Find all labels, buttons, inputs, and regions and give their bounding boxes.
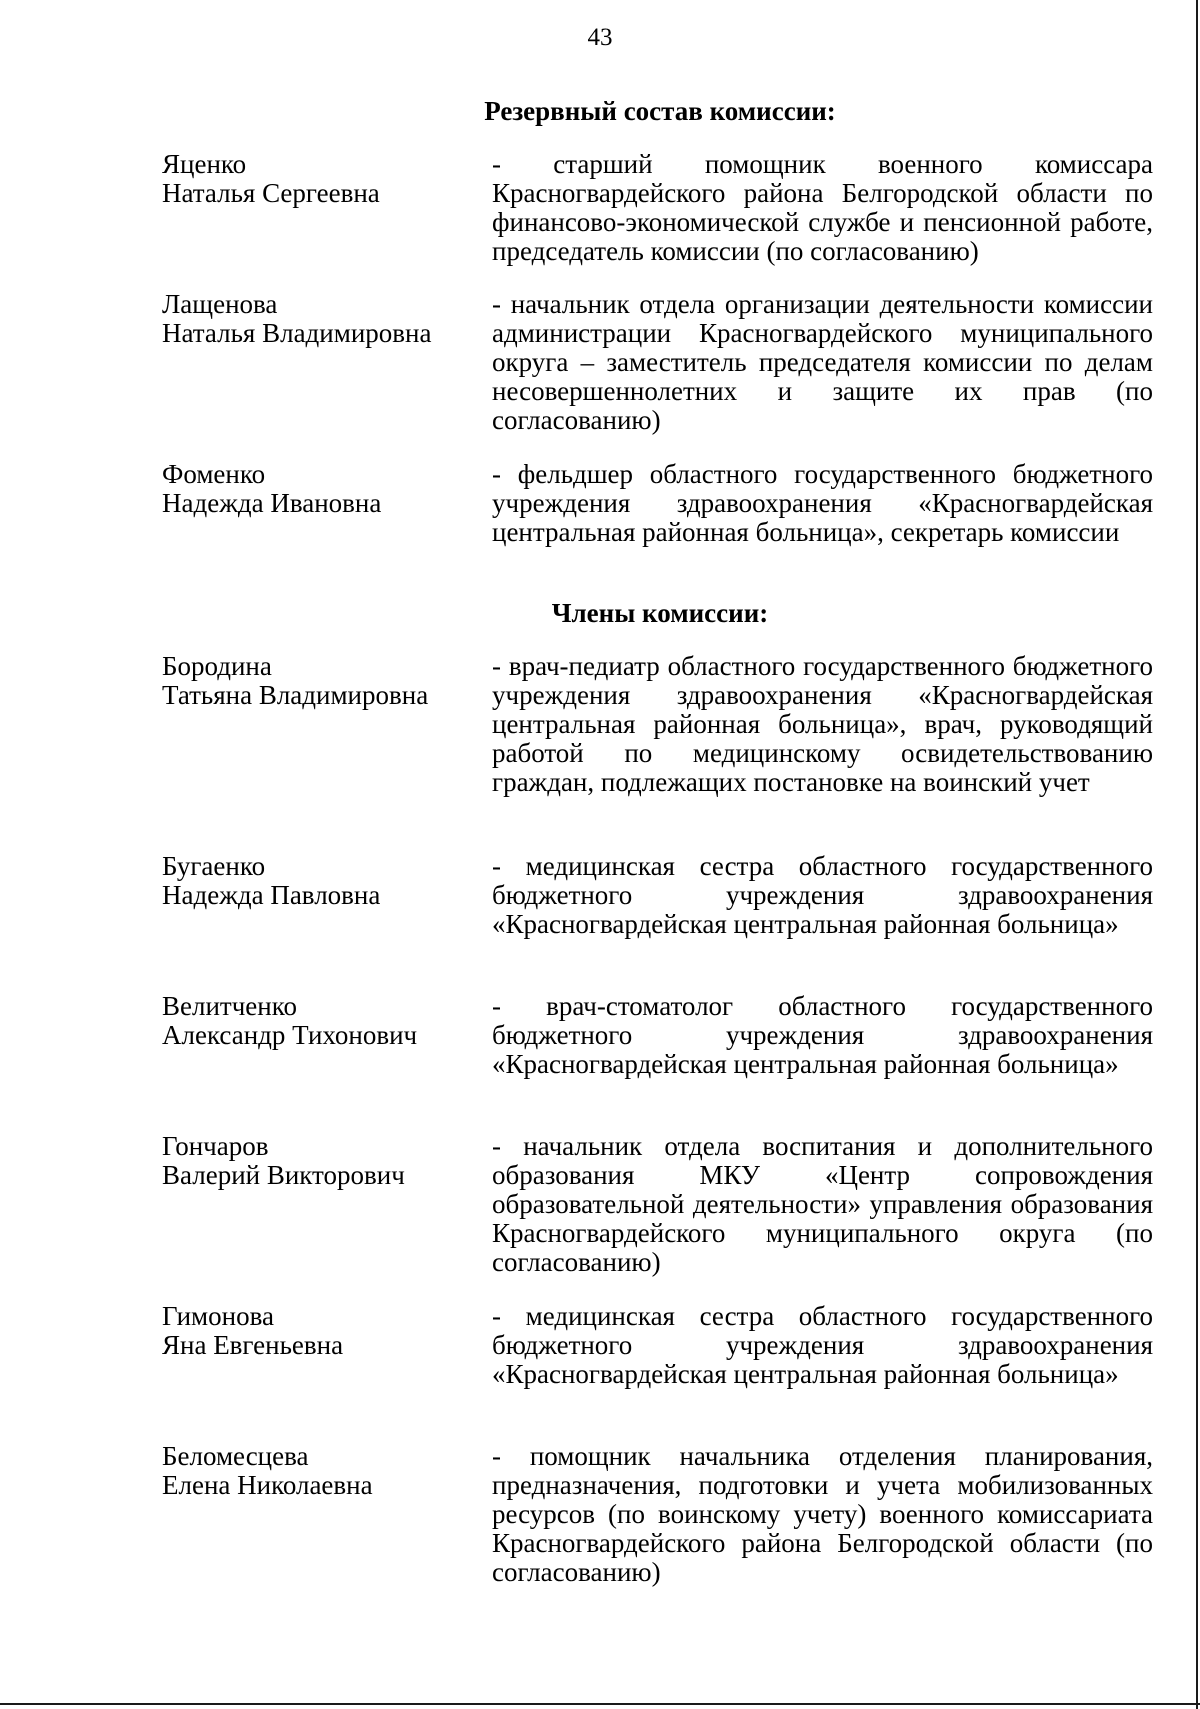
surname: Бугаенко <box>162 851 266 881</box>
surname: Лащенова <box>162 289 278 319</box>
page-number: 43 <box>587 24 613 51</box>
surname: Фоменко <box>162 459 266 489</box>
person-role: - старший помощник военного комиссара Красногвардейского района Белгородской области по финансово-экономической службе и пенсионной работе, председатель комиссии (по согласованию) <box>492 149 1153 266</box>
person-role: - врач-педиатр областного государственного бюджетного учреждения здравоохранения «Красногвардейская центральная районная больница», врач, руководящий работой по медицинскому освидетельствованию граждан, подлежащих постановке на воинский учет <box>492 651 1153 797</box>
section-heading-members: Члены комиссии: <box>551 598 769 628</box>
person-name <box>162 652 462 710</box>
surname: Яценко <box>162 149 247 179</box>
given-names: Надежда Павловна <box>162 880 381 910</box>
given-names: Яна Евгеньевна <box>162 1330 344 1360</box>
person-name <box>162 852 462 910</box>
person-name <box>162 150 462 208</box>
person-role: - фельдшер областного государственного бюджетного учреждения здравоохранения «Красногвардейская центральная районная больница», секретарь комиссии <box>492 459 1153 547</box>
person-role: - врач-стоматолог областного государственного бюджетного учреждения здравоохранения «Красногвардейская центральная районная больница» <box>492 991 1153 1079</box>
surname: Гончаров <box>162 1131 269 1161</box>
person-name <box>162 460 462 518</box>
person-role: - начальник отдела организации деятельности комиссии администрации Красногвардейского муниципального округа – заместитель председателя комиссии по делам несовершеннолетних и защите их прав (по согласованию) <box>492 289 1153 435</box>
person-name <box>162 290 462 348</box>
section-heading-reserve: Резервный состав комиссии: <box>484 96 836 126</box>
surname: Гимонова <box>162 1301 274 1331</box>
person-role: - начальник отдела воспитания и дополнительного образования МКУ «Центр сопровождения образовательной деятельности» управления образования Красногвардейского муниципального округа (по согласованию) <box>492 1131 1153 1277</box>
person-role: - медицинская сестра областного государственного бюджетного учреждения здравоохранения «Красногвардейская центральная районная больница» <box>492 1301 1153 1389</box>
person-name <box>162 1442 462 1500</box>
surname: Беломесцева <box>162 1441 309 1471</box>
person-role: - помощник начальника отделения планирования, предназначения, подготовки и учета мобилизованных ресурсов (по воинскому учету) военного комиссариата Красногвардейского района Белгородской области (по согласованию) <box>492 1441 1153 1587</box>
given-names: Татьяна Владимировна <box>162 680 429 710</box>
scan-edge-bottom <box>0 1703 1200 1705</box>
given-names: Наталья Сергеевна <box>162 178 380 208</box>
given-names: Елена Николаевна <box>162 1470 373 1500</box>
given-names: Надежда Ивановна <box>162 488 382 518</box>
person-role: - медицинская сестра областного государственного бюджетного учреждения здравоохранения «Красногвардейская центральная районная больница» <box>492 851 1153 939</box>
surname: Бородина <box>162 651 272 681</box>
given-names: Александр Тихонович <box>162 1020 418 1050</box>
person-name <box>162 1302 462 1360</box>
person-name <box>162 1132 462 1190</box>
given-names: Наталья Владимировна <box>162 318 432 348</box>
surname: Велитченко <box>162 991 297 1021</box>
person-name <box>162 992 462 1050</box>
given-names: Валерий Викторович <box>162 1160 405 1190</box>
scan-edge-right <box>1196 0 1198 1709</box>
